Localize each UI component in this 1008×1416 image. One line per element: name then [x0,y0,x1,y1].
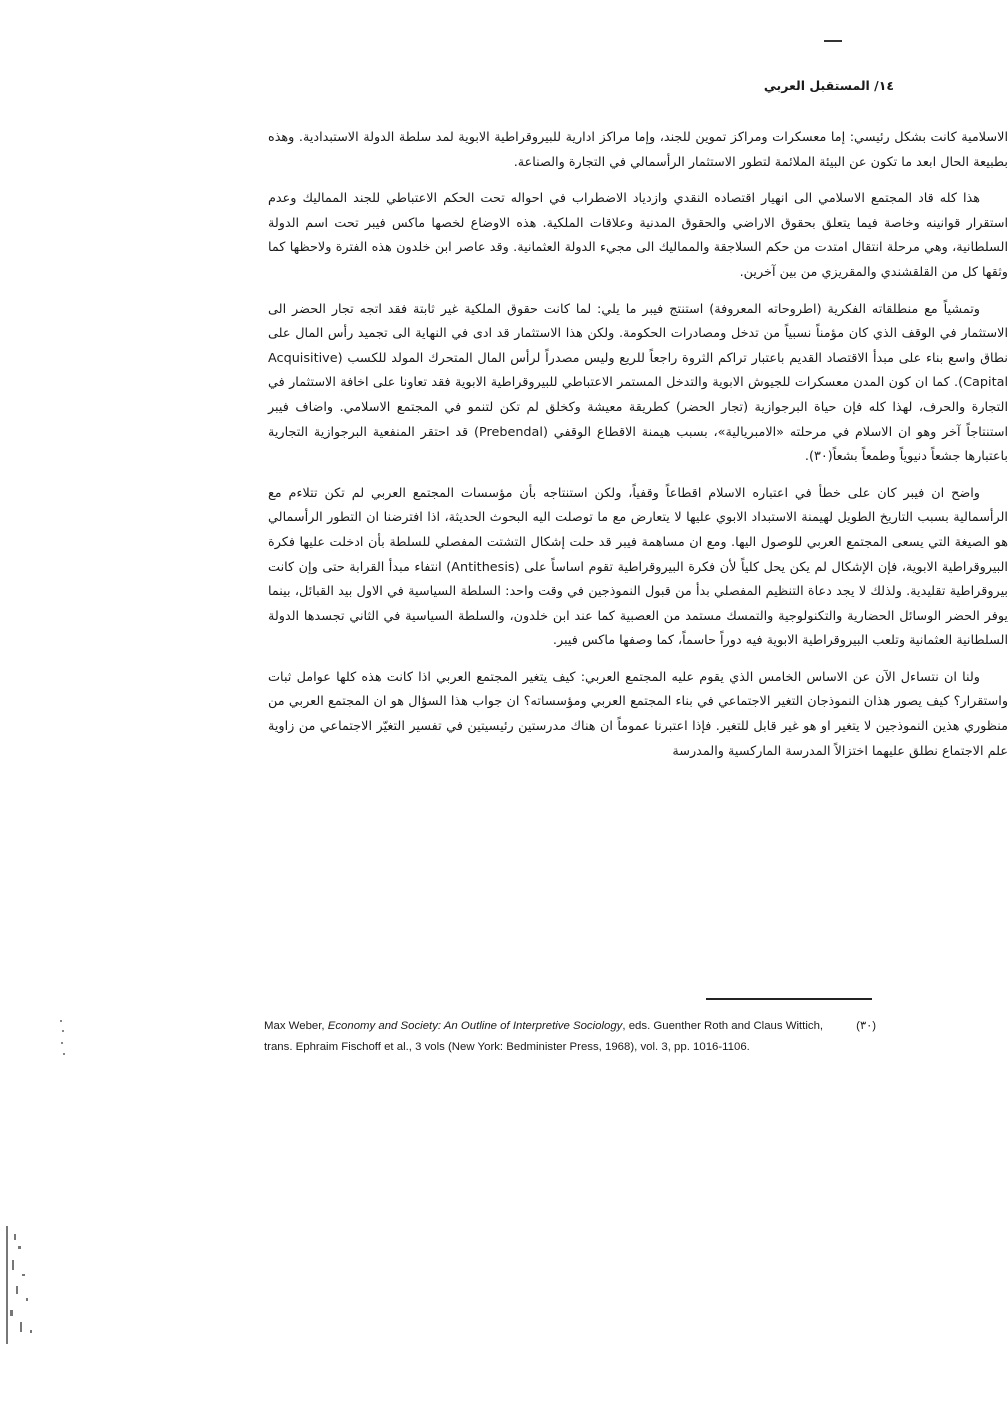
footnote [264,1016,876,1058]
scan-edge-noise [0,1226,44,1346]
footnote-text-before-title: Max Weber, [264,1020,328,1032]
body-text [268,126,1008,776]
footnote-number: (٣٠) [856,1020,876,1032]
paragraph: الاسلامية كانت بشكل رئيسي: إما معسكرات ومراكز تموين للجند، وإما مراكز ادارية للبيروقراطية الابوية لمد سلطة الدولة الاستبدادية. وهذه بطبيعة الحال ابعد ما تكون عن البيئة الملائمة لتطور الاستثمار الرأسمالي في التجارة والصناعة. [268,130,1008,170]
paragraph: هذا كله قاد المجتمع الاسلامي الى انهيار اقتصاده النقدي وازدياد الاضطراب في احواله تحت الحكم الاعتباطي للجند المماليك وعدم استقرار قوانينه وخاصة فيما يتعلق بحقوق الاراضي والحقوق المدنية وعلاقات الملكية. هذه الاوضاع لخصها ماكس فيبر تحت اسم الدولة السلطانية، وهي مرحلة انتقال امتدت من حكم السلاجقة والمماليك الى مجيء الدولة العثمانية. وقد عاصر ابن خلدون هذه الفترة ولاحظها كما وثقها كل من القلقشندي والمقريزي من بين آخرين. [268,191,1008,280]
scan-margin-specks [60,1020,66,1060]
footnote-book-title: Economy and Society: An Outline of Interpretive Sociology [327,1020,623,1032]
footnote-divider [706,998,872,1000]
paragraph: واضح ان فيبر كان على خطأ في اعتباره الاسلام اقطاعاً وقفياً، ولكن استنتاجه بأن مؤسسات المجتمع العربي لم تكن تتلاءم مع الرأسمالية بسبب التاريخ الطويل لهيمنة الاستبداد الابوي عليها لا يتعارض مع ما توصلت اليه البحوث الحديثة، اذا افترضنا ان التطور الرأسمالي هو الصيغة التي يسعى المجتمع العربي للوصول اليها. ومع ان مساهمة فيبر قد حلت إشكال التشتت المفصلي للسلطة بأن ادخلت عليها فكرة البيروقراطية الابوية، فإن الإشكال لم يكن يحل كلياً لأن فكرة البيروقراطية تقوم اساساً على (Antithesis) انتفاء مبدأ القرابة حتى وإن كانت بيروقراطية تقليدية. ولذلك لا يجد دعاة التنظيم المفصلي بدأ من قبول النموذجين في وقت واحد: السلطة السياسية في الاول بيد القبائل، بينما يوفر الحضر الوسائل الحضارية والتكنولوجية والتمسك مستمد من العصبية كما عند ابن خلدون، والسلطة السياسية في الثاني تجسدها الدولة السلطانية العثمانية وتلعب البيروقراطية الابوية فيه دوراً حاسماً، كما وصفها ماكس فيبر. [268,485,1008,649]
running-header: ١٤/ المستقبل العربي [763,78,894,93]
scan-dash-mark [824,40,842,42]
paragraph: وتمشياً مع منطلقاته الفكرية (اطروحاته المعروفة) استنتج فيبر ما يلي: لما كانت حقوق الملكية غير ثابتة فقد اتجه تجار الحضر الى الاستثمار في الوقف الذي كان مؤمناً نسبياً من تدخل ومصادرات الحكومة. ولكن هذا الاستثمار قد ادى في النهاية الى تجميد رأس المال على نطاق واسع بناء على مبدأ الاقتصاد القديم باعتبار تراكم الثروة راجعاً للريع وليس مصدراً لرأس المال المتحرك المولد للكسب (Acquisitive Capital). كما ان كون المدن معسكرات للجيوش الابوية والتدخل المستمر الاعتباطي للبيروقراطية الابوية فقد تعاونا على اخافة الاستثمار في التجارة والحرف، لهذا كله فإن حياة البرجوازية (تجار الحضر) كطريقة معيشة وكخلق لم تكن لتنمو في المجتمع الاسلامي. واضاف فيبر استنتاجاً آخر وهو ان الاسلام في مرحلته «الامبريالية»، بسبب هيمنة الاقطاع الوقفي (Prebendal) قد احتقر المنفعية البرجوازية التجارية باعتبارها جشعاً دنيوياً وطمعاً بشعاً(٣٠). [268,301,1008,465]
footnote-text-after-title: , eds. Guenther Roth and Claus Wittich, trans. Ephraim Fischoff et al., 3 vols (New York: Bedminister Press, 1968), vol. 3, pp. 1016-1106. [264,1020,824,1053]
paragraph: ولنا ان نتساءل الآن عن الاساس الخامس الذي يقوم عليه المجتمع العربي: كيف يتغير المجتمع العربي اذا كانت هذه كلها عوامل ثبات واستقرار؟ كيف يصور هذان النموذجان التغير الاجتماعي في بناء المجتمع العربي ومؤسساته؟ ان جواب هذا السؤال هو ان المجتمع العربي من منظوري هذين النموذجين لا يتغير او هو غير قابل للتغير. فإذا اعتبرنا عموماً ان هناك مدرستين رئيسيتين في تفسير التغيّر الاجتماعي من زاوية علم الاجتماع نطلق عليهما اختزالاً المدرسة الماركسية والمدرسة [268,669,1008,759]
